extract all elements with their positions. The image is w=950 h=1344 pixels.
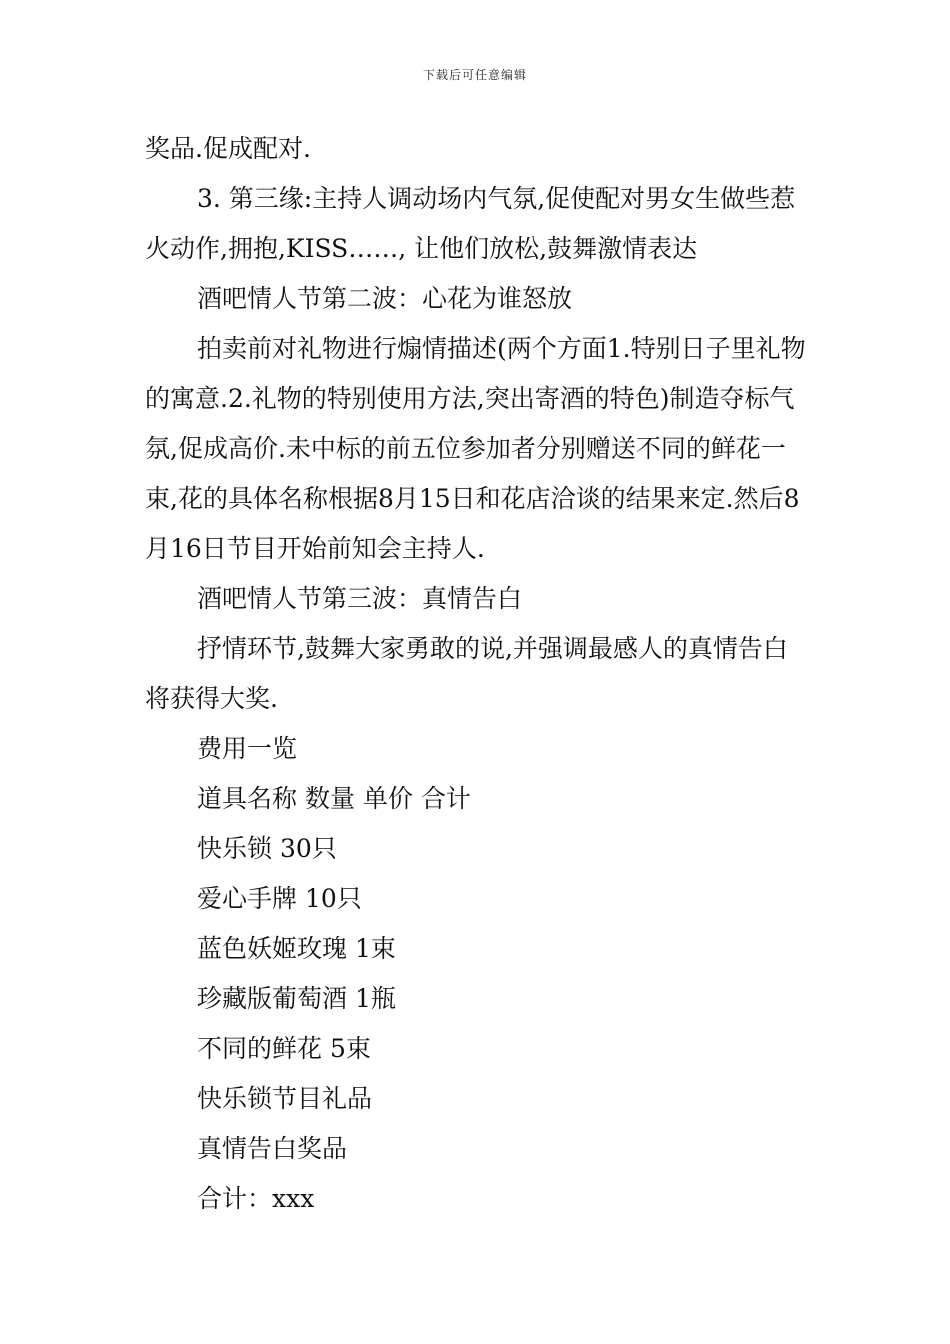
paragraph-prize-pairing: 奖品.促成配对. (145, 134, 311, 163)
cost-item-flowers: 不同的鲜花 5束 (197, 1034, 371, 1063)
cost-item-wine: 珍藏版葡萄酒 1瓶 (197, 984, 396, 1013)
cost-total: 合计：xxx (197, 1184, 315, 1213)
document-body (145, 124, 810, 1224)
cost-item-happy-lock: 快乐锁 30只 (197, 834, 337, 863)
cost-item-blue-rose: 蓝色妖姬玫瑰 1束 (197, 934, 396, 963)
cost-item-heart-sign: 爱心手牌 10只 (197, 884, 362, 913)
page-header: 下载后可任意编辑 (422, 68, 527, 82)
section-heading-costs: 费用一览 (197, 734, 298, 763)
paragraph-third-fate: 3. 第三缘:主持人调动场内气氛,促使配对男女生做些惹火动作,拥抱,KISS……, 让他们放松,鼓舞激情表达 (145, 184, 796, 263)
cost-list-header: 道具名称 数量 单价 合计 (197, 784, 471, 813)
section-heading-third-wave: 酒吧情人节第三波：真情告白 (197, 584, 523, 613)
paragraph-auction: 拍卖前对礼物进行煽情描述(两个方面1.特别日子里礼物的寓意.2.礼物的特别使用方法,突出寄酒的特色)制造夺标气氛,促成高价.未中标的前五位参加者分别赠送不同的鲜花一束,花的具体名称根据8月15日和花店洽谈的结果来定.然后8月16日节目开始前知会主持人. (145, 334, 806, 563)
section-heading-second-wave: 酒吧情人节第二波：心花为谁怒放 (197, 284, 573, 313)
cost-item-lock-gifts: 快乐锁节目礼品 (197, 1084, 373, 1113)
cost-item-confession-prize: 真情告白奖品 (197, 1134, 348, 1163)
paragraph-confession: 抒情环节,鼓舞大家勇敢的说,并强调最感人的真情告白将获得大奖. (145, 634, 788, 713)
